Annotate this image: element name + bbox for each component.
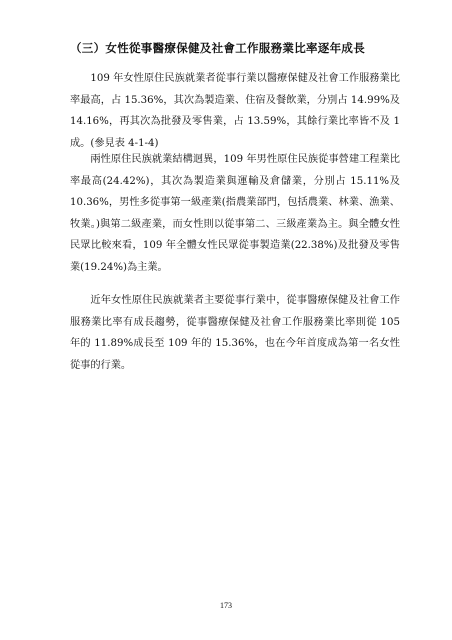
- paragraph-gender-structure: 兩性原住民族就業結構迥異，109 年男性原住民族從事營建工程業比率最高(24.42%)，其次為製造業與運輸及倉儲業，分別占 15.11%及 10.36%，男性多從事第一級產業(指農業部門，包括農業、林業、漁業、牧業。)與第二級產業，而女性則以從事第二、三級產業為主。與全體女性民眾比較來看，109 年全體女性民眾從事製造業(22.38%)及批發及零售業(19.24%)為主業。: [70, 154, 400, 273]
- paragraph-female-industry: 109 年女性原住民族就業者從事行業以醫療保健及社會工作服務業比率最高，占 15.36%，其次為製造業、住宿及餐飲業，分別占 14.99%及 14.16%，再其次為批發及零售業，占 13.59%，其餘行業比率皆不及 1 成。(參見表 4-1-4): [70, 73, 400, 149]
- paragraph-growth-trend: 近年女性原住民族就業者主要從事行業中，從事醫療保健及社會工作服務業比率有成長趨勢，從事醫療保健及社會工作服務業比率則從 105 年的 11.89%成長至 109 年的 15.36%，也在今年首度成為第一名女性從事的行業。: [70, 295, 400, 371]
- page-number: 173: [220, 601, 232, 610]
- section-heading: （三）女性從事醫療保健及社會工作服務業比率逐年成長: [70, 41, 365, 55]
